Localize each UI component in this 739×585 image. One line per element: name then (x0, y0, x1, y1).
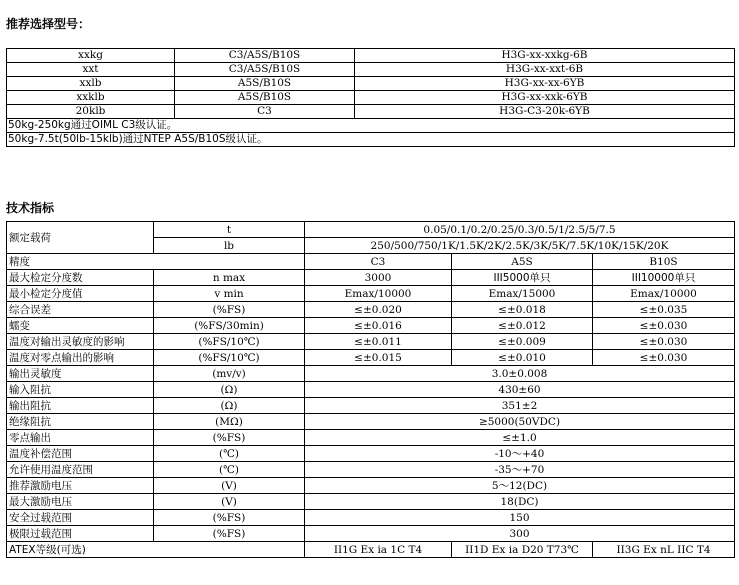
b10s-cell: ≤±0.035 (593, 302, 735, 318)
atex-value-2: II1D Ex ia D20 T73℃ (452, 542, 593, 558)
c3-cell: C3 (305, 254, 452, 270)
table-row (7, 430, 735, 446)
class-cell: C3 (175, 105, 355, 119)
unit-cell: (%FS/10℃) (154, 334, 305, 350)
unit-cell: v min (154, 286, 305, 302)
model-cell: H3G-xx-xxk-6YB (355, 91, 735, 105)
note-row (7, 119, 735, 133)
spec-label: 最小检定分度值 (7, 286, 154, 302)
a5s-cell: ≤±0.012 (452, 318, 593, 334)
specs-section-title: 技术指标 (6, 201, 55, 215)
unit-cell: (V) (154, 494, 305, 510)
value-cell: -10～+40 (305, 446, 735, 462)
class-cell: C3/A5S/B10S (175, 63, 355, 77)
unit-cell: (%FS) (154, 526, 305, 542)
table-row (7, 318, 735, 334)
model-cell: H3G-C3-20k-6YB (355, 105, 735, 119)
unit-cell: (%FS) (154, 430, 305, 446)
table-row (7, 270, 735, 286)
spec-label: 安全过载范围 (7, 510, 154, 526)
spec-label: 输出阻抗 (7, 398, 154, 414)
a5s-cell: A5S (452, 254, 593, 270)
unit-cell: (%FS) (154, 302, 305, 318)
table-row (7, 414, 735, 430)
unit-cell: (Ω) (154, 382, 305, 398)
table-row (7, 77, 735, 91)
capacity-cell: xxt (7, 63, 175, 77)
rated-load-values-t: 0.05/0.1/0.2/0.25/0.3/0.5/1/2.5/5/7.5 (305, 222, 735, 238)
spec-label: 最大激励电压 (7, 494, 154, 510)
value-cell: 300 (305, 526, 735, 542)
table-row (7, 350, 735, 366)
spec-label: 蠕变 (7, 318, 154, 334)
spec-label: 推荐激励电压 (7, 478, 154, 494)
models-section-title: 推荐选择型号： (6, 17, 91, 31)
table-row (7, 302, 735, 318)
table-row (7, 446, 735, 462)
model-cell: H3G-xx-xxkg-6B (355, 49, 735, 63)
unit-cell: (℃) (154, 462, 305, 478)
b10s-cell: Emax/10000 (593, 286, 735, 302)
unit-cell: (℃) (154, 446, 305, 462)
b10s-cell: B10S (593, 254, 735, 270)
c3-cell: 3000 (305, 270, 452, 286)
b10s-cell: III10000单只 (593, 270, 735, 286)
a5s-cell: ≤±0.009 (452, 334, 593, 350)
class-cell: A5S/B10S (175, 91, 355, 105)
value-cell: 3.0±0.008 (305, 366, 735, 382)
spec-label: 零点输出 (7, 430, 154, 446)
atex-value-1: II1G Ex ia 1C T4 (305, 542, 452, 558)
table-row (7, 222, 735, 238)
value-cell: ≤±1.0 (305, 430, 735, 446)
spec-label: 温度对输出灵敏度的影响 (7, 334, 154, 350)
c3-cell: ≤±0.016 (305, 318, 452, 334)
a5s-cell: Emax/15000 (452, 286, 593, 302)
c3-cell: Emax/10000 (305, 286, 452, 302)
spec-label: 允许使用温度范围 (7, 462, 154, 478)
table-row (7, 63, 735, 77)
class-cell: C3/A5S/B10S (175, 49, 355, 63)
model-cell: H3G-xx-xxt-6B (355, 63, 735, 77)
spec-label: 输出灵敏度 (7, 366, 154, 382)
unit-cell: (%FS/30min) (154, 318, 305, 334)
table-row (7, 382, 735, 398)
value-cell: ≥5000(50VDC) (305, 414, 735, 430)
table-row (7, 542, 735, 558)
spec-label: 综合误差 (7, 302, 154, 318)
table-row (7, 254, 735, 270)
atex-value-3: II3G Ex nL IIC T4 (593, 542, 735, 558)
a5s-cell: ≤±0.018 (452, 302, 593, 318)
unit-cell: n max (154, 270, 305, 286)
table-row (7, 494, 735, 510)
capacity-cell: xxkg (7, 49, 175, 63)
table-row (7, 366, 735, 382)
table-row (7, 105, 735, 119)
spec-label: 温度对零点输出的影响 (7, 350, 154, 366)
capacity-cell: xxklb (7, 91, 175, 105)
rated-load-label: 额定载荷 (7, 222, 154, 254)
table-row (7, 49, 735, 63)
c3-cell: ≤±0.020 (305, 302, 452, 318)
table-row (7, 334, 735, 350)
unit-cell: (MΩ) (154, 414, 305, 430)
table-row (7, 462, 735, 478)
table-row (7, 526, 735, 542)
unit-cell: (%FS/10℃) (154, 350, 305, 366)
spec-label: 输入阻抗 (7, 382, 154, 398)
atex-label: ATEX等级(可选) (7, 542, 305, 558)
b10s-cell: ≤±0.030 (593, 334, 735, 350)
c3-cell: ≤±0.011 (305, 334, 452, 350)
value-cell: 351±2 (305, 398, 735, 414)
rated-load-values-lb: 250/500/750/1K/1.5K/2K/2.5K/3K/5K/7.5K/10K/15K/20K (305, 238, 735, 254)
table-row (7, 91, 735, 105)
b10s-cell: ≤±0.030 (593, 318, 735, 334)
value-cell: 5～12(DC) (305, 478, 735, 494)
recommended-models-table (6, 48, 735, 147)
table-row (7, 510, 735, 526)
unit-cell: (mv/v) (154, 366, 305, 382)
a5s-cell: ≤±0.010 (452, 350, 593, 366)
table-row (7, 286, 735, 302)
certification-note-oiml: 50kg-250kg通过OIML C3级认证。 (7, 119, 735, 133)
table-row (7, 398, 735, 414)
spec-label: 最大检定分度数 (7, 270, 154, 286)
c3-cell: ≤±0.015 (305, 350, 452, 366)
b10s-cell: ≤±0.030 (593, 350, 735, 366)
class-cell: A5S/B10S (175, 77, 355, 91)
spec-label: 绝缘阻抗 (7, 414, 154, 430)
table-row (7, 478, 735, 494)
capacity-cell: xxlb (7, 77, 175, 91)
unit-cell: (V) (154, 478, 305, 494)
unit-cell: t (154, 222, 305, 238)
a5s-cell: III5000单只 (452, 270, 593, 286)
value-cell: 18(DC) (305, 494, 735, 510)
accuracy-label: 精度 (7, 254, 305, 270)
value-cell: 430±60 (305, 382, 735, 398)
capacity-cell: 20klb (7, 105, 175, 119)
technical-specs-table (6, 221, 735, 558)
unit-cell: lb (154, 238, 305, 254)
unit-cell: (%FS) (154, 510, 305, 526)
note-row (7, 133, 735, 147)
model-cell: H3G-xx-xx-6YB (355, 77, 735, 91)
unit-cell: (Ω) (154, 398, 305, 414)
spec-label: 温度补偿范围 (7, 446, 154, 462)
value-cell: 150 (305, 510, 735, 526)
value-cell: -35～+70 (305, 462, 735, 478)
certification-note-ntep: 50kg-7.5t(50lb-15klb)通过NTEP A5S/B10S级认证。 (7, 133, 735, 147)
spec-label: 极限过载范围 (7, 526, 154, 542)
